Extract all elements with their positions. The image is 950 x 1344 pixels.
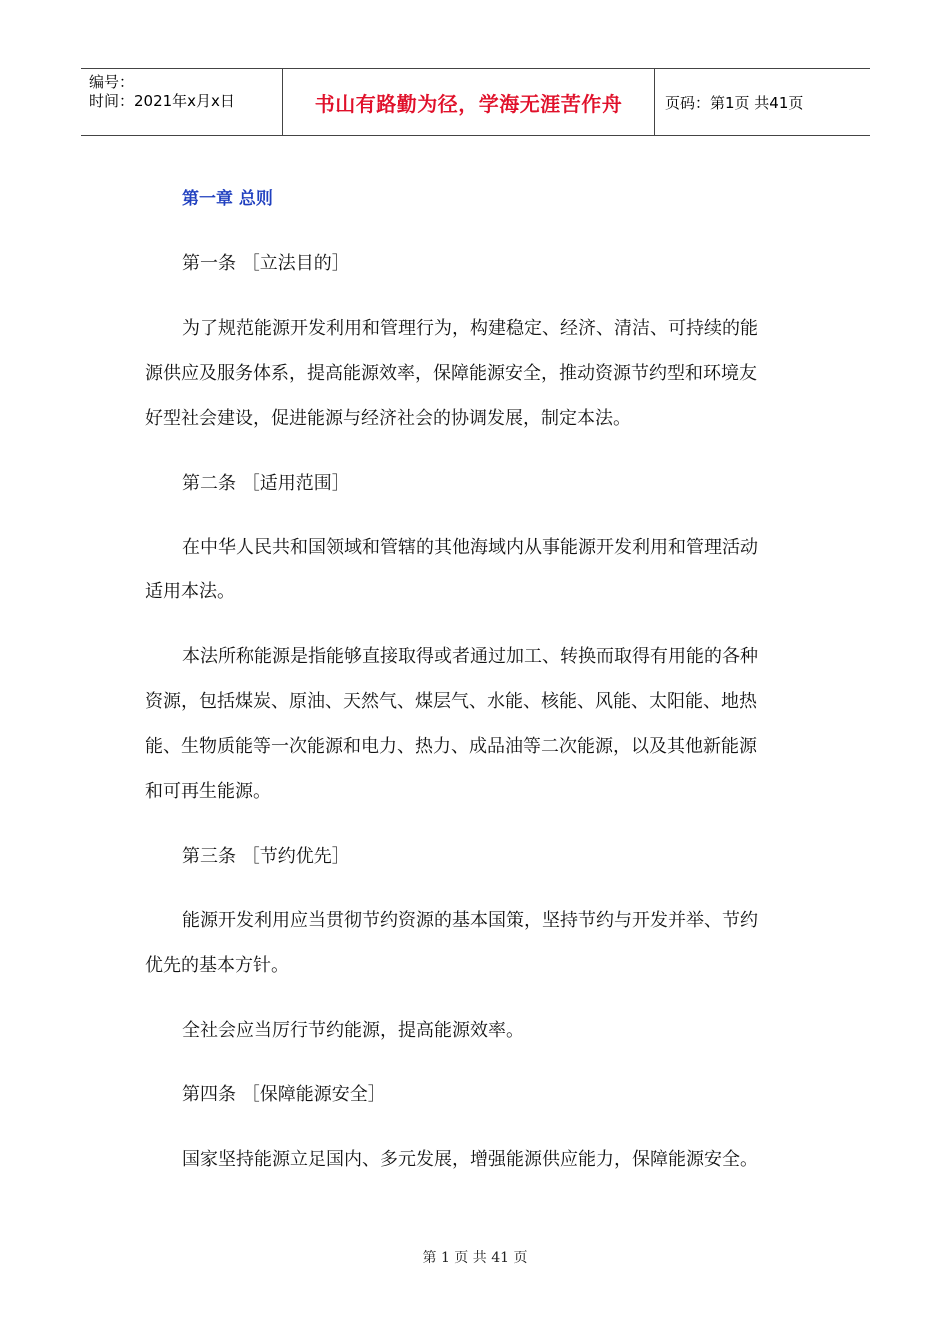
header-meta — [81, 69, 283, 135]
paragraph-line: 能、生物质能等一次能源和电力、热力、成品油等二次能源，以及其他新能源 — [145, 736, 757, 757]
article-title: 第一条 ［立法目的］ — [182, 253, 350, 274]
date-label: 时间：2021年x月x日 — [89, 92, 235, 110]
paragraph-line: 源供应及服务体系，提高能源效率，保障能源安全，推动资源节约型和环境友 — [145, 363, 757, 384]
paragraph-line: 优先的基本方针。 — [145, 955, 289, 976]
paragraph-line: 适用本法。 — [145, 581, 235, 602]
paragraph-line: 资源，包括煤炭、原油、天然气、煤层气、水能、核能、风能、太阳能、地热 — [145, 691, 757, 712]
paragraph-line: 本法所称能源是指能够直接取得或者通过加工、转换而取得有用能的各种 — [182, 646, 758, 667]
motto: 书山有路勤为径，学海无涯苦作舟 — [314, 91, 623, 116]
page-header — [81, 68, 870, 136]
page-info: 页码：第1页 共41页 — [665, 93, 804, 112]
header-page-cell — [655, 69, 870, 135]
paragraph-line: 好型社会建设，促进能源与经济社会的协调发展，制定本法。 — [145, 408, 631, 429]
paragraph-line: 能源开发利用应当贯彻节约资源的基本国策，坚持节约与开发并举、节约 — [182, 910, 758, 931]
paragraph-line: 全社会应当厉行节约能源，提高能源效率。 — [182, 1020, 524, 1041]
chapter-title: 第一章 总则 — [182, 189, 273, 209]
paragraph-line: 和可再生能源。 — [145, 781, 271, 802]
paragraph-line: 国家坚持能源立足国内、多元发展，增强能源供应能力，保障能源安全。 — [182, 1149, 758, 1170]
page-footer: 第 1 页 共 41 页 — [422, 1250, 528, 1266]
paragraph-line: 在中华人民共和国领域和管辖的其他海域内从事能源开发利用和管理活动 — [182, 537, 758, 558]
article-title: 第二条 ［适用范围］ — [182, 473, 350, 494]
article-title: 第四条 ［保障能源安全］ — [182, 1084, 386, 1105]
number-label: 编号： — [89, 73, 135, 91]
article-title: 第三条 ［节约优先］ — [182, 846, 350, 867]
paragraph-line: 为了规范能源开发利用和管理行为，构建稳定、经济、清洁、可持续的能 — [182, 318, 758, 339]
header-motto-cell — [283, 69, 655, 135]
